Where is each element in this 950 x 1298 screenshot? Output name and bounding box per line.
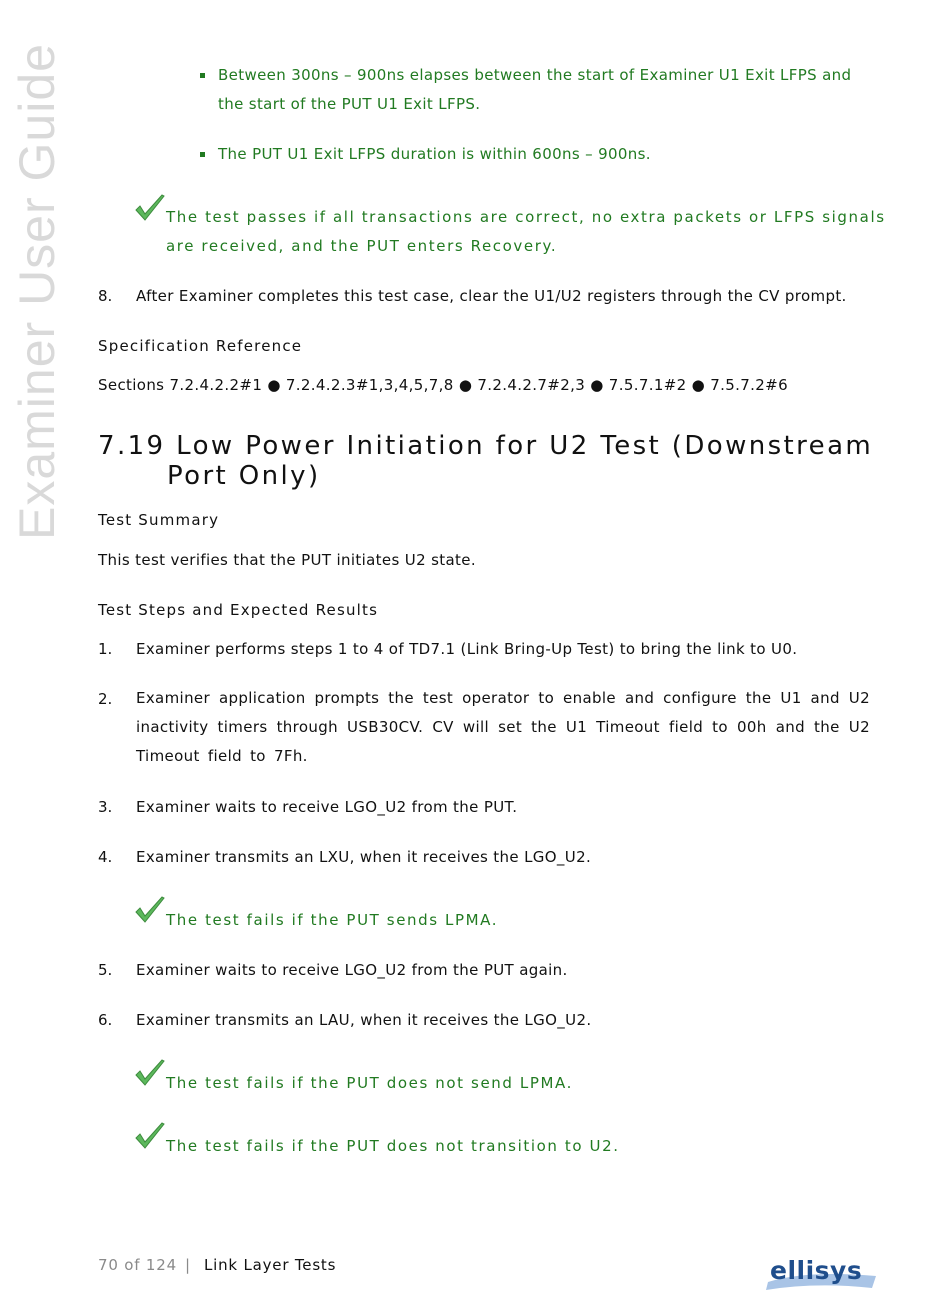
step-number: 5. [98,961,113,979]
pass-note-line-1: The test passes if all transactions are correct, no extra packets or LFPS signals [166,208,886,226]
step-number: 1. [98,640,113,658]
pass-note-line-2: are received, and the PUT enters Recovery. [166,237,558,255]
step-text: Examiner waits to receive LGO_U2 from the PUT again. [136,961,568,979]
step-number: 4. [98,848,113,866]
section-title-line-2: Port Only) [167,461,321,491]
checkmark-icon [133,1057,167,1091]
step-number: 6. [98,1011,113,1029]
checkmark-icon [133,894,167,928]
step-text: Examiner transmits an LAU, when it receives the LGO_U2. [136,1011,592,1029]
page-number: 70 of 124 [98,1256,177,1274]
step-number: 2. [98,690,113,708]
side-title: Examiner User Guide [9,43,65,540]
step-text: Examiner waits to receive LGO_U2 from the PUT. [136,798,518,816]
fail-note: The test fails if the PUT does not transition to U2. [166,1137,620,1155]
svg-text:ellisys: ellisys [770,1256,863,1285]
steps-heading: Test Steps and Expected Results [98,601,379,619]
spec-ref-heading: Specification Reference [98,337,303,355]
step-text: Examiner performs steps 1 to 4 of TD7.1 (Link Bring-Up Test) to bring the link to U0. [136,640,798,658]
step-text: Examiner transmits an LXU, when it receives the LGO_U2. [136,848,592,866]
bullet-2-text: The PUT U1 Exit LFPS duration is within 600ns – 900ns. [218,145,651,163]
bullet-1-line-2: the start of the PUT U1 Exit LFPS. [218,95,481,113]
bullet-1-line-1: Between 300ns – 900ns elapses between the start of Examiner U1 Exit LFPS and [218,66,852,84]
step-text: After Examiner completes this test case, clear the U1/U2 registers through the CV prompt. [136,287,847,305]
fail-note: The test fails if the PUT does not send LPMA. [166,1074,573,1092]
fail-note: The test fails if the PUT sends LPMA. [166,911,499,929]
step-number: 3. [98,798,113,816]
bullet-marker [200,152,205,157]
step-text: Examiner application prompts the test operator to enable and configure the U1 and U2 inactivity timers through USB30CV. CV will set the U1 Timeout field to 00h and the U2 Timeout field to 7Fh. [136,689,870,765]
chapter-title: Link Layer Tests [204,1256,337,1274]
checkmark-icon [133,1120,167,1154]
summary-text: This test verifies that the PUT initiates U2 state. [98,551,476,569]
spec-ref-text: Sections 7.2.4.2.2#1 ● 7.2.4.2.3#1,3,4,5,7,8 ● 7.2.4.2.7#2,3 ● 7.5.7.1#2 ● 7.5.7.2#6 [98,376,788,394]
section-title-line-1: 7.19 Low Power Initiation for U2 Test (Downstream [98,431,874,461]
bullet-marker [200,73,205,78]
checkmark-icon [133,192,167,226]
ellisys-logo [766,1252,878,1292]
summary-heading: Test Summary [98,511,220,529]
footer-separator: | [185,1256,191,1274]
step-number: 8. [98,287,113,305]
